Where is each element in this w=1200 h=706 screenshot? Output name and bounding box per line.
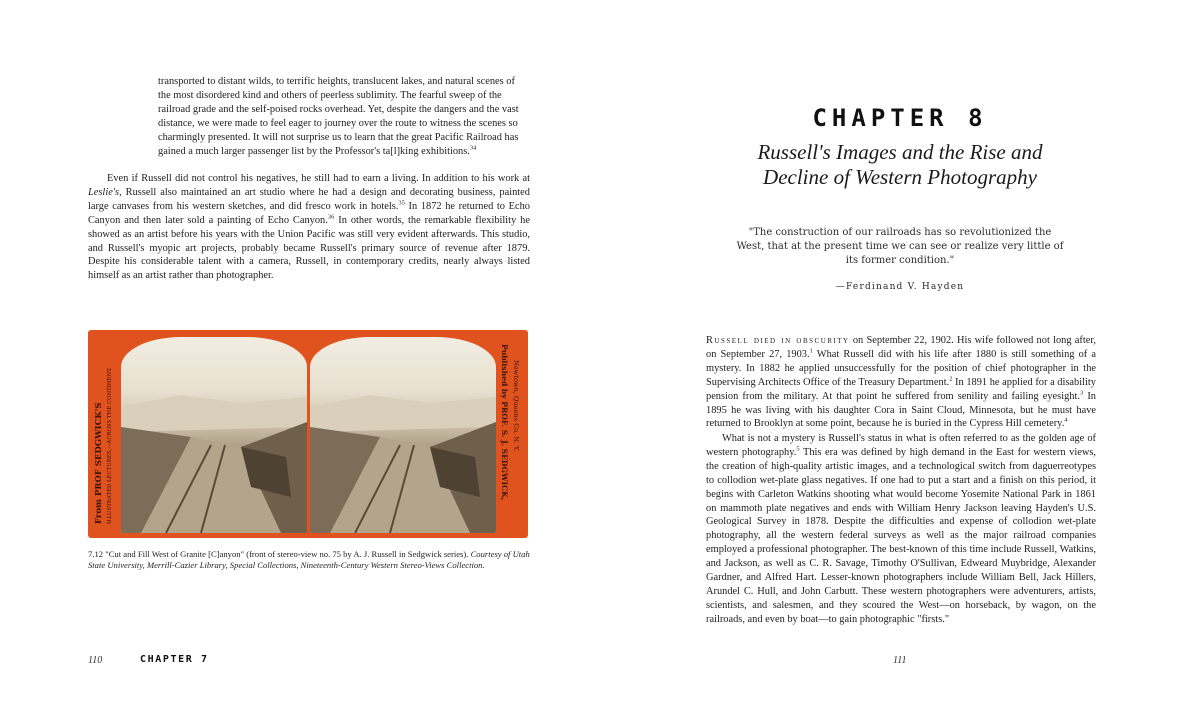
footnote-ref[interactable]: 4 (1064, 416, 1068, 424)
figure-caption (88, 549, 533, 571)
footnote-ref[interactable]: 34 (469, 144, 477, 152)
block-quote (158, 75, 530, 158)
footnote-ref[interactable]: 3 (1079, 389, 1084, 397)
paragraph-text: , Russell also maintained an art studio where he had a design and decorating business, painted large canvases from his western sketches, and did fresco work in hotels. (88, 186, 530, 212)
paragraph-text: In 1891 he applied for a disability pension from the military. At that point he suffered from senility and failing eyesight. (706, 376, 1096, 402)
stereo-card-left-subtext (107, 344, 113, 524)
stereo-card-title: From PROF SEDGWICK'S (94, 402, 104, 524)
block-quote-text: transported to distant wilds, to terrific heights, translucent lakes, and natural scenes of the most disordered kind and others of peerless sublimity. The fearful sweep of the railroad grade and the self-poised rocks overhead. Yet, despite the dangers and the vast distance, we were made to feel eager to journey over the route to witness the scenes so charmingly presented. It will not surprise us to learn that the great Pacific Railroad has gained a much larger passenger list by the Professor's ta[l]king exhibitions. (158, 76, 519, 157)
body-paragraph (88, 172, 530, 283)
chapter-label: CHAPTER 8 (812, 104, 988, 132)
publication-title: Leslie's (88, 186, 120, 198)
paragraph-text: In 1872 he returned to Echo Canyon and then later sold a painting of Echo Canyon. (88, 200, 530, 226)
caption-text: 7.12 "Cut and Fill West of Granite [C]anyon" (front of stereo-view no. 75 by A. J. Russell in Sedgwick series). (88, 549, 471, 559)
body-paragraph (706, 432, 1096, 627)
paragraph-text: What Russell did with his life after 1880 is still something of a mystery. In 1882 he applied unsuccessfully for the position of chief photographer in the Supervising Architects Office of the Treasury Department. (706, 348, 1096, 388)
caption-credit: Courtesy of Utah State University, Merrill-Cazier Library, Special Collections, Nineteenth-Century Western Stereo-Views Collection. (88, 549, 530, 571)
paragraph-text: What is not a mystery is Russell's status in what is often referred to as the golden age of western photography. (706, 433, 1096, 458)
paragraph-text: In other words, the remarkable flexibility he showed as an artist before his years with the Union Pacific was still very evident afterwards. This studio, and Russell's myopic art projects, probably became Russell's primary source of revenue after 1879. Despite his considerable talent with a camera, Russell, in contemporary credits, nearly always listed himself as an artist rather than photographer. (88, 214, 530, 282)
epigraph-attribution: —Ferdinand V. Hayden (835, 282, 965, 292)
chapter-title-line: Decline of Western Photography (763, 165, 1037, 189)
chapter-title-line: Russell's Images and the Rise and (757, 140, 1043, 164)
paragraph-text: In 1895 he was living with his daughter Cora in Saint Cloud, Minnesota, but he must have returned to Brooklyn at some point, because he is buried in the Cypress Hill cemetery. (706, 390, 1096, 430)
stereo-view-photo (88, 330, 528, 538)
page-number-right: 111 (893, 655, 907, 666)
page-number-left: 110 (88, 655, 103, 666)
stereo-card-publisher: Published by PROF. S. J. SEDGWICK, (500, 344, 509, 501)
running-head: CHAPTER 7 (140, 654, 209, 665)
chapter-title (700, 140, 1100, 190)
footnote-ref[interactable]: 36 (327, 213, 335, 221)
stereo-image-left (121, 337, 307, 533)
paragraph-text: on September 22, 1902. His wife followed not long after, on September 27, 1903. (706, 335, 1097, 360)
body-paragraph (706, 334, 1096, 431)
canyon-cut-illustration (121, 337, 307, 533)
stereo-card-left-text (94, 344, 104, 524)
footnote-ref[interactable]: 5 (796, 445, 800, 453)
footnote-ref[interactable]: 2 (949, 375, 953, 383)
lead-in: Russell died in obscurity (706, 335, 850, 346)
canyon-cut-illustration (310, 337, 496, 533)
stereo-card-address: Newtown, Queens Co. N. Y. (512, 360, 520, 452)
stereo-card-subtitle: ILLUSTRATED LECTURES,—ACROSS THE CONTINENT. (107, 367, 113, 524)
footnote-ref[interactable]: 35 (398, 199, 405, 207)
paragraph-text: This era was defined by high demand in the East for western views, the creation of high-quality artistic images, and a technological switch from daguerreotypes to collodion wet-plate glass negatives. If one had to put a start and a finish on this period, it begins with Carleton Watkins shooting what would become Yosemite National Park in 1861 on mammoth plate negatives and ends with William Henry Jackson leaving Hayden's U.S. Geological Survey in 1878. Despite the difficulties and expense of collodion wet-plate photography, all the western federal surveys as well as the major railroad companies employed a professional photographer. The best-known of this time include Russell, Watkins, and Jackson, as well as C. R. Savage, Timothy O'Sullivan, Edweard Muybridge, Alexander Gardner, and Alfred Hart. Lesser-known photographers include William Bell, Jack Hillers, Arundel C. Hull, and John Carbutt. These western photographers were adventurers, artists, scientists, and salesmen, and they scoured the West—on horseback, by wagon, on the railroads, and even by boat—to gain photographic "firsts." (706, 446, 1097, 625)
epigraph: "The construction of our railroads has so revolutionized the West, that at the present time we can see or realize very little of its former condition." (736, 227, 1064, 266)
stereo-card-right-text (500, 344, 509, 524)
paragraph-text: Even if Russell did not control his negatives, he still had to earn a living. In addition to his work at (107, 173, 530, 184)
stereo-card-right-subtext (512, 360, 520, 510)
footnote-ref[interactable]: 1 (809, 347, 813, 355)
stereo-image-right (310, 337, 496, 533)
